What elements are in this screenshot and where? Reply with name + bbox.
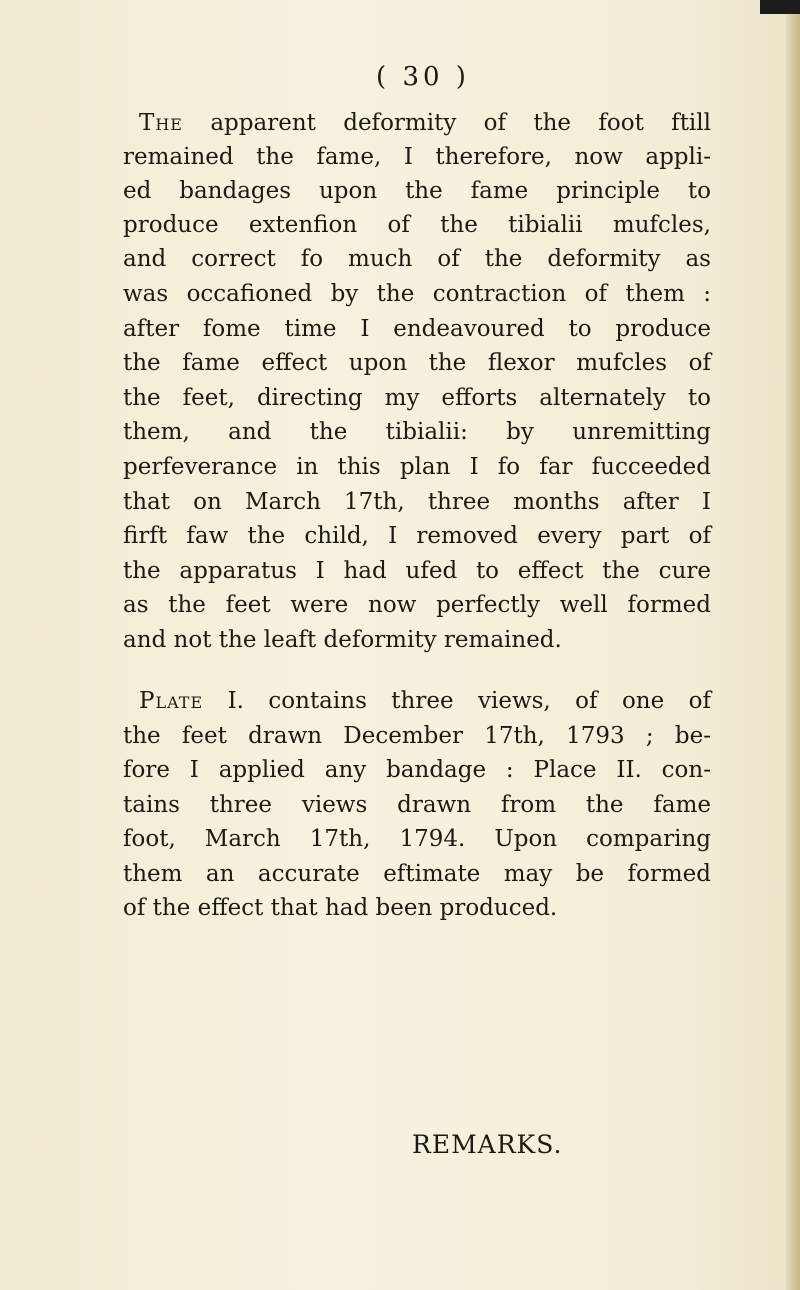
paragraph-2-line-6: them an accurate eftimate may be formed xyxy=(123,861,711,887)
paragraph-1-line-11: perfeverance in this plan I fo far fucceeded xyxy=(123,454,711,480)
paragraph-1-line-4: produce extenfion of the tibialii mufcles, xyxy=(123,212,711,238)
paragraph-1-line-8: the fame effect upon the flexor mufcles of xyxy=(123,350,711,376)
paragraph-1-line-10: them, and the tibialii: by unremitting xyxy=(123,419,711,445)
paragraph-1-line-6: was occafioned by the contraction of them : xyxy=(123,281,711,307)
paragraph-1-line-9: the feet, directing my efforts alternately to xyxy=(123,385,711,411)
paragraph-1-line-13: firft faw the child, I removed every part of xyxy=(123,523,711,549)
paragraph-2-line-1 xyxy=(139,690,711,713)
paragraph-1-line-5: and correct fo much of the deformity as xyxy=(123,246,711,272)
paragraph-2-line-5: foot, March 17th, 1794. Upon comparing xyxy=(123,826,711,852)
paragraph-1-line-1 xyxy=(139,112,711,135)
page-corner-shadow xyxy=(760,0,800,14)
paragraph-1-line-2: remained the fame, I therefore, now appli- xyxy=(123,144,711,170)
paragraph-1-line-3: ed bandages upon the fame principle to xyxy=(123,178,711,204)
paragraph-1-line-12: that on March 17th, three months after I xyxy=(123,489,711,515)
paragraph-2-line-4: tains three views drawn from the fame xyxy=(123,792,711,818)
page-edge xyxy=(786,0,800,1290)
page-number: ( 30 ) xyxy=(376,62,470,92)
catchword: REMARKS. xyxy=(412,1130,563,1159)
paragraph-1-line-14: the apparatus I had ufed to effect the cure xyxy=(123,558,711,584)
paragraph-2-line-2: the feet drawn December 17th, 1793 ; be- xyxy=(123,723,711,749)
paragraph-2-line-3: fore I applied any bandage : Place II. con- xyxy=(123,757,711,783)
paragraph-2-line-1-text: I. contains three views, of one of xyxy=(227,688,712,714)
paragraph-1-lead: The xyxy=(139,110,183,136)
paragraph-2-line-7: of the effect that had been produced. xyxy=(123,895,558,921)
paragraph-1-line-7: after fome time I endeavoured to produce xyxy=(123,316,711,342)
paragraph-2-lead: Plate xyxy=(139,688,204,714)
paragraph-1-line-1-text: apparent deformity of the foot ftill xyxy=(210,110,712,136)
paragraph-1-line-15: as the feet were now perfectly well formed xyxy=(123,592,711,618)
paragraph-1-line-16: and not the leaft deformity remained. xyxy=(123,627,562,653)
